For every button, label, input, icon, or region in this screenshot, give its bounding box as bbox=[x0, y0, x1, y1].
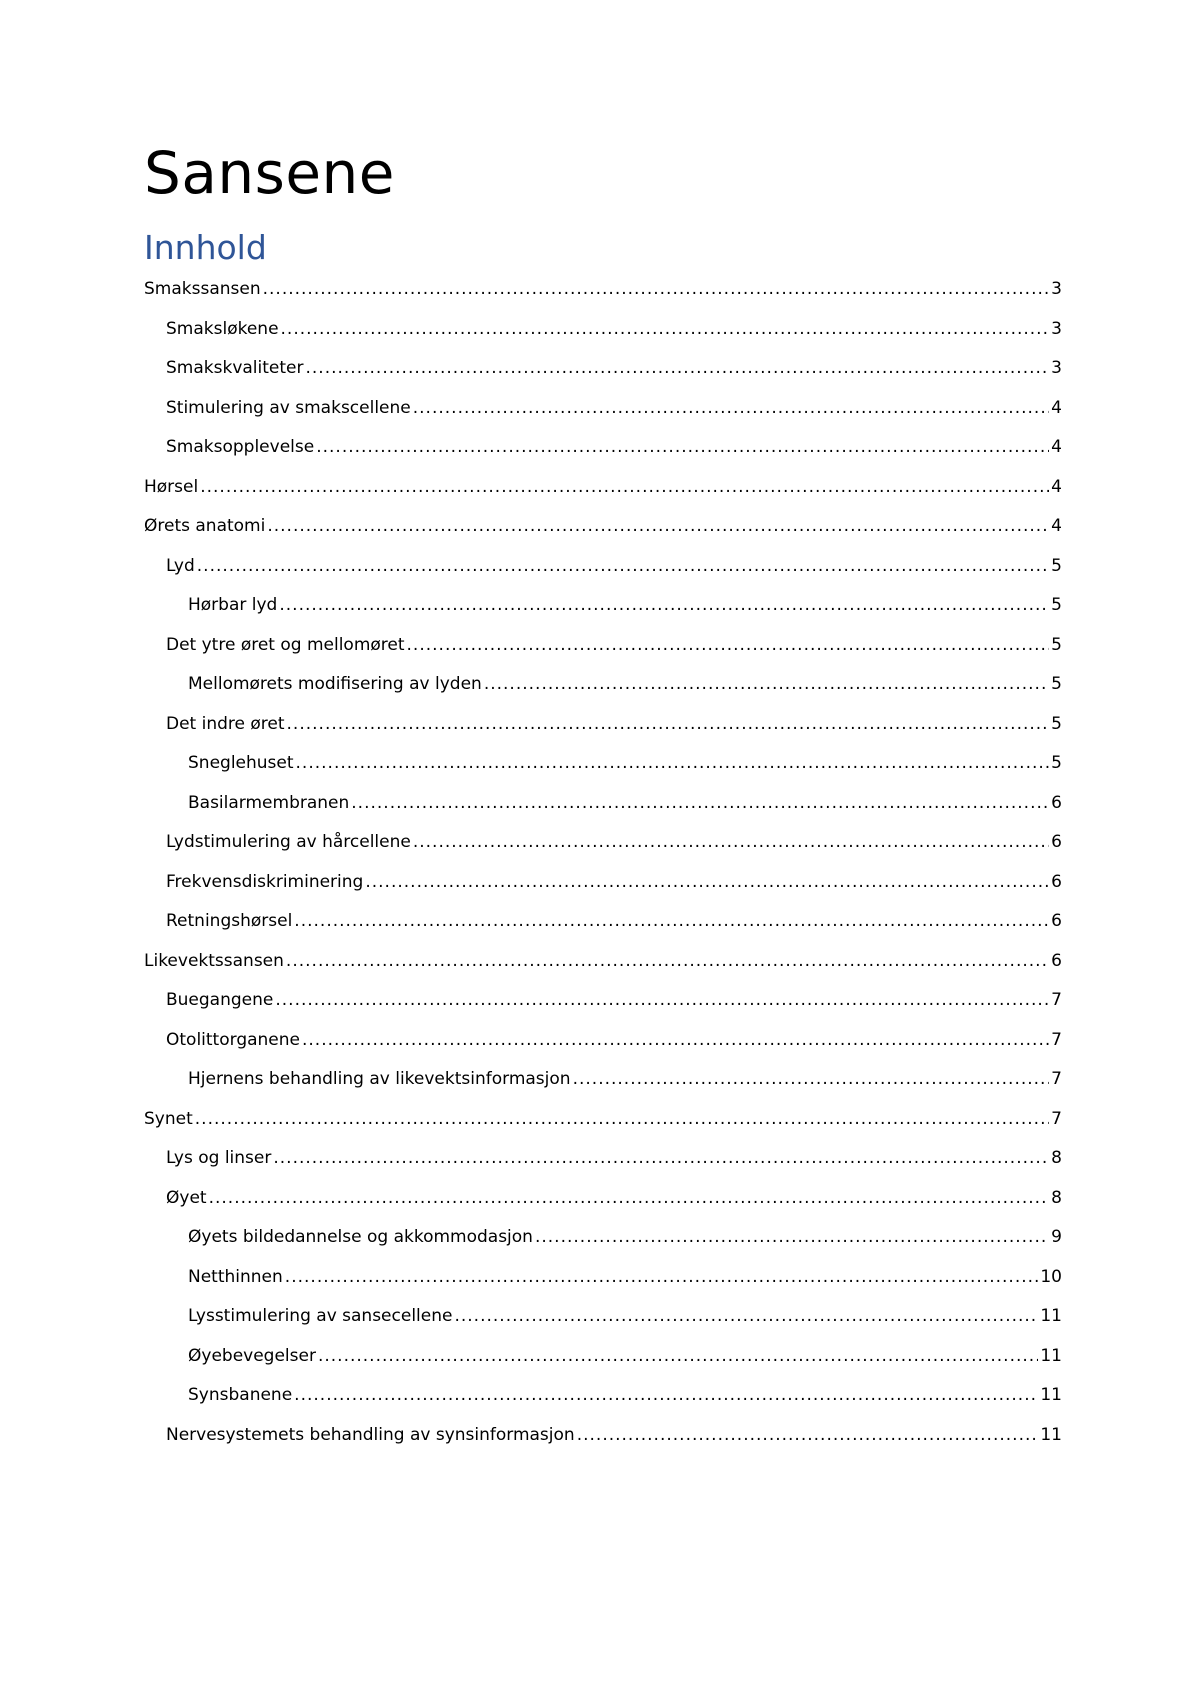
toc-dot-leader bbox=[287, 707, 1050, 741]
toc-dot-leader bbox=[200, 470, 1049, 504]
toc-dot-leader bbox=[209, 1181, 1050, 1215]
toc-entry-title[interactable]: Smaksløkene bbox=[166, 318, 279, 339]
toc-dot-leader bbox=[279, 588, 1049, 622]
toc-page-number: 4 bbox=[1051, 516, 1062, 536]
toc-dot-leader bbox=[281, 312, 1050, 346]
toc-entry[interactable] bbox=[144, 1378, 1062, 1418]
toc-entry[interactable] bbox=[144, 430, 1062, 470]
toc-entry-title[interactable]: Otolittorganene bbox=[166, 1029, 300, 1050]
toc-entry-title[interactable]: Hørsel bbox=[144, 476, 199, 497]
toc-page-number: 10 bbox=[1040, 1266, 1062, 1287]
toc-page-number: 6 bbox=[1051, 792, 1062, 813]
toc-page-number: 7 bbox=[1051, 1069, 1062, 1089]
toc-entry-title[interactable]: Retningshørsel bbox=[166, 911, 293, 931]
toc-page-number: 4 bbox=[1051, 397, 1062, 418]
toc-dot-leader bbox=[197, 549, 1049, 583]
toc-dot-leader bbox=[263, 272, 1050, 306]
toc-page-number: 4 bbox=[1051, 437, 1062, 457]
toc-entry-title[interactable]: Øyet bbox=[166, 1187, 207, 1208]
toc-page-number: 3 bbox=[1051, 318, 1062, 339]
toc-entry[interactable] bbox=[144, 1260, 1062, 1300]
toc-dot-leader bbox=[318, 1339, 1038, 1373]
toc-entry-title[interactable]: Netthinnen bbox=[188, 1266, 283, 1287]
toc-entry[interactable] bbox=[144, 707, 1062, 747]
toc-page-number: 11 bbox=[1040, 1345, 1062, 1366]
toc-page-number: 7 bbox=[1051, 1029, 1062, 1050]
toc-page-number: 5 bbox=[1051, 555, 1062, 576]
toc-dot-leader bbox=[286, 944, 1049, 978]
toc-entry[interactable] bbox=[144, 746, 1062, 786]
toc-entry[interactable] bbox=[144, 509, 1062, 549]
toc-dot-leader bbox=[535, 1220, 1049, 1254]
toc-page-number: 6 bbox=[1051, 871, 1062, 892]
toc-dot-leader bbox=[573, 1062, 1050, 1096]
toc-entry[interactable] bbox=[144, 272, 1062, 312]
toc-entry-title[interactable]: Øyets bildedannelse og akkommodasjon bbox=[188, 1227, 533, 1247]
toc-entry-title[interactable]: Likevektssansen bbox=[144, 950, 284, 971]
toc-page-number: 11 bbox=[1040, 1306, 1062, 1326]
toc-dot-leader bbox=[413, 825, 1049, 859]
document-title: Sansene bbox=[144, 139, 395, 207]
toc-page-number: 6 bbox=[1051, 832, 1062, 852]
toc-entry-title[interactable]: Buegangene bbox=[166, 990, 274, 1010]
toc-entry-title[interactable]: Stimulering av smakscellene bbox=[166, 397, 411, 418]
toc-dot-leader bbox=[302, 1023, 1049, 1057]
toc-entry[interactable] bbox=[144, 865, 1062, 905]
toc-entry[interactable] bbox=[144, 628, 1062, 668]
toc-entry[interactable] bbox=[144, 1299, 1062, 1339]
toc-entry[interactable] bbox=[144, 904, 1062, 944]
toc-entry-title[interactable]: Lysstimulering av sansecellene bbox=[188, 1306, 453, 1326]
toc-dot-leader bbox=[365, 865, 1049, 899]
toc-entry[interactable] bbox=[144, 1220, 1062, 1260]
toc-entry-title[interactable]: Lydstimulering av hårcellene bbox=[166, 832, 411, 852]
toc-page-number: 5 bbox=[1051, 634, 1062, 655]
toc-entry-title[interactable]: Smakskvaliteter bbox=[166, 358, 304, 378]
toc-entry[interactable] bbox=[144, 391, 1062, 431]
toc-entry-title[interactable]: Lys og linser bbox=[166, 1148, 272, 1168]
toc-page-number: 7 bbox=[1051, 1108, 1062, 1129]
toc-page-number: 6 bbox=[1051, 950, 1062, 971]
toc-entry[interactable] bbox=[144, 312, 1062, 352]
toc-dot-leader bbox=[267, 509, 1049, 543]
toc-page-number: 5 bbox=[1051, 713, 1062, 734]
toc-entry[interactable] bbox=[144, 1062, 1062, 1102]
toc-entry[interactable] bbox=[144, 786, 1062, 826]
toc-entry[interactable] bbox=[144, 549, 1062, 589]
toc-entry-title[interactable]: Synet bbox=[144, 1108, 193, 1129]
toc-entry-title[interactable]: Frekvensdiskriminering bbox=[166, 871, 364, 892]
toc-page-number: 3 bbox=[1051, 358, 1062, 378]
toc-entry-title[interactable]: Synsbanene bbox=[188, 1385, 293, 1405]
toc-dot-leader bbox=[285, 1260, 1039, 1294]
toc-page-number: 8 bbox=[1051, 1148, 1062, 1168]
toc-page-number: 5 bbox=[1051, 753, 1062, 773]
toc-page-number: 5 bbox=[1051, 595, 1062, 615]
toc-page-number: 8 bbox=[1051, 1187, 1062, 1208]
toc-dot-leader bbox=[275, 983, 1049, 1017]
toc-entry-title[interactable]: Ørets anatomi bbox=[144, 516, 266, 536]
toc-entry-title[interactable]: Øyebevegelser bbox=[188, 1345, 316, 1366]
toc-entry[interactable] bbox=[144, 1418, 1062, 1458]
toc-page-number: 7 bbox=[1051, 990, 1062, 1010]
toc-entry[interactable] bbox=[144, 470, 1062, 510]
toc-entry[interactable] bbox=[144, 667, 1062, 707]
toc-heading: Innhold bbox=[144, 228, 267, 267]
toc-entry-title[interactable]: Lyd bbox=[166, 555, 195, 576]
toc-entry-title[interactable]: Hjernens behandling av likevektsinformasjon bbox=[188, 1069, 571, 1089]
toc-entry[interactable] bbox=[144, 588, 1062, 628]
toc-entry-title[interactable]: Mellomørets modifisering av lyden bbox=[188, 674, 482, 694]
toc-entry-title[interactable]: Smaksopplevelse bbox=[166, 437, 315, 457]
toc-dot-leader bbox=[294, 904, 1049, 938]
toc-dot-leader bbox=[316, 430, 1049, 464]
toc-dot-leader bbox=[577, 1418, 1039, 1452]
toc-page-number: 9 bbox=[1051, 1227, 1062, 1247]
toc-entry[interactable] bbox=[144, 1023, 1062, 1063]
toc-page-number: 3 bbox=[1051, 279, 1062, 299]
toc-entry-title[interactable]: Hørbar lyd bbox=[188, 595, 278, 615]
toc-page-number: 4 bbox=[1051, 476, 1062, 497]
toc-dot-leader bbox=[273, 1141, 1049, 1175]
toc-entry[interactable] bbox=[144, 351, 1062, 391]
toc-entry-title[interactable]: Det ytre øret og mellomøret bbox=[166, 634, 405, 655]
toc-entry-title[interactable]: Sneglehuset bbox=[188, 753, 294, 773]
table-of-contents bbox=[144, 272, 1062, 1457]
toc-entry[interactable] bbox=[144, 1141, 1062, 1181]
toc-dot-leader bbox=[484, 667, 1049, 701]
toc-dot-leader bbox=[305, 351, 1049, 385]
toc-page-number: 5 bbox=[1051, 674, 1062, 694]
toc-entry[interactable] bbox=[144, 944, 1062, 984]
toc-entry-title[interactable]: Smakssansen bbox=[144, 279, 261, 299]
toc-entry[interactable] bbox=[144, 1181, 1062, 1221]
toc-dot-leader bbox=[407, 628, 1050, 662]
toc-dot-leader bbox=[351, 786, 1049, 820]
toc-entry[interactable] bbox=[144, 1102, 1062, 1142]
toc-entry-title[interactable]: Det indre øret bbox=[166, 713, 285, 734]
toc-dot-leader bbox=[413, 391, 1049, 425]
toc-entry-title[interactable]: Basilarmembranen bbox=[188, 792, 350, 813]
toc-dot-leader bbox=[296, 746, 1050, 780]
toc-entry[interactable] bbox=[144, 983, 1062, 1023]
toc-dot-leader bbox=[195, 1102, 1049, 1136]
toc-page-number: 6 bbox=[1051, 911, 1062, 931]
toc-entry-title[interactable]: Nervesystemets behandling av synsinformasjon bbox=[166, 1424, 575, 1445]
toc-dot-leader bbox=[294, 1378, 1038, 1412]
toc-dot-leader bbox=[454, 1299, 1038, 1333]
toc-page-number: 11 bbox=[1040, 1385, 1062, 1405]
toc-page-number: 11 bbox=[1040, 1424, 1062, 1445]
toc-entry[interactable] bbox=[144, 825, 1062, 865]
toc-entry[interactable] bbox=[144, 1339, 1062, 1379]
